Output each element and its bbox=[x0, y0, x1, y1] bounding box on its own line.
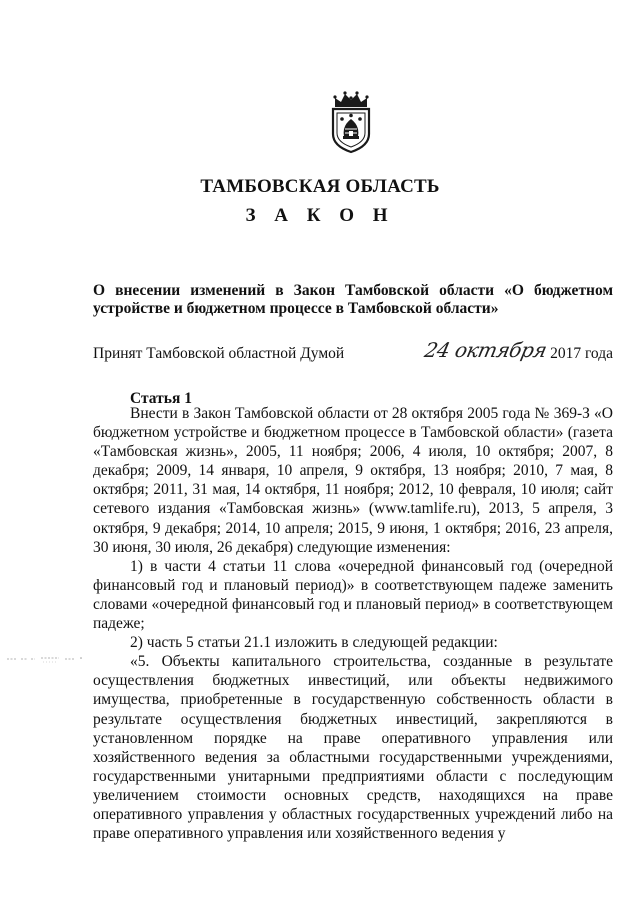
adoption-line bbox=[93, 338, 613, 368]
scan-margin-marks bbox=[5, 650, 95, 670]
adoption-year: 2017 года bbox=[550, 345, 613, 362]
article-paragraph: 2) часть 5 статьи 21.1 изложить в следующей редакции: bbox=[130, 634, 498, 652]
coat-of-arms-emblem bbox=[327, 90, 375, 154]
adoption-text: Принят Тамбовской областной Думой bbox=[93, 345, 345, 362]
handwritten-date: 24 октября bbox=[422, 338, 549, 362]
region-title: ТАМБОВСКАЯ ОБЛАСТЬ bbox=[200, 176, 440, 197]
article-paragraph: Внести в Закон Тамбовской области от 28 октября 2005 года № 369-З «О бюджетном устройстве и бюджетном процессе в Тамбовской области» (газета «Тамбовская жизнь», 2005, 11 ноября; 2006, 4 июля, 10 октября; 2007, 8 декабря; 2009, 14 января, 10 апреля, 9 октября, 13 ноября; 2010, 7 мая, 8 октября; 2011, 31 мая, 14 октября, 11 ноября; 2012, 10 февраля, 10 июля; сайт сетевого издания «Тамбовская жизнь» (www.tamlife.ru), 2013, 5 апреля, 3 октября, 9 декабря; 2014, 10 апреля; 2015, 9 июня, 1 октября; 2016, 23 апреля, 30 июня, 30 июля, 26 декабря) следующие изменения: bbox=[93, 405, 613, 556]
article-heading: Статья 1 bbox=[130, 390, 192, 407]
article-body bbox=[93, 404, 613, 843]
document-type-title: З А К О Н bbox=[245, 205, 395, 226]
law-subject: О внесении изменений в Закон Тамбовской области «О бюджетном устройстве и бюджетном процессе в Тамбовской области» bbox=[93, 282, 613, 317]
article-paragraph: «5. Объекты капитального строительства, созданные в результате осуществления бюджетных инвестиций, или объекты недвижимого имущества, приобретенные в государственную собственность области в результате осуществления бюджетных инвестиций, закрепляются в установленном порядке на праве оперативного управления или хозяйственного ведения за областными государственными учреждениями, государственными унитарными предприятиями области с последующим увеличением стоимости основных средств, находящихся на праве оперативного управления у областных государственных учреждений либо на праве оперативного управления или хозяйственного ведения у bbox=[93, 653, 613, 843]
article-paragraph: 1) в части 4 статьи 11 слова «очередной финансовый год (очередной финансовый год и плановый период)» в соответствующем падеже заменить словами «очередной финансовый год и плановый период» в соответствующем падеже; bbox=[93, 557, 613, 633]
